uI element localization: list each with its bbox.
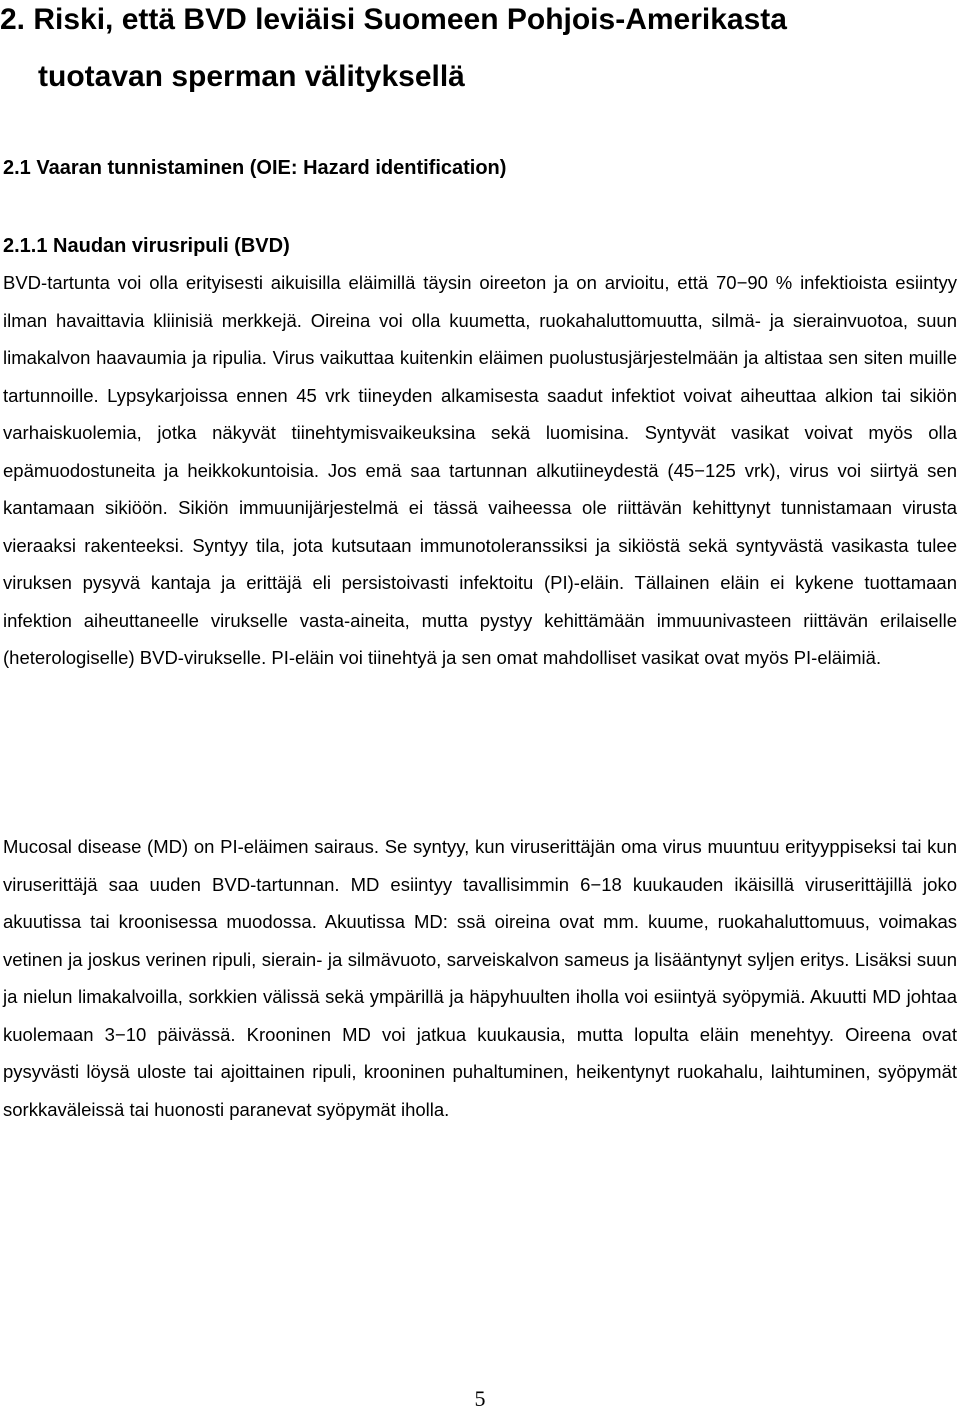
- body-paragraph-1: BVD-tartunta voi olla erityisesti aikuisilla eläimillä täysin oireeton ja on arvioitu, että 70−90 % infektioista esiintyy ilman havaittavia kliinisiä merkkejä. Oireina voi olla kuumetta, ruokahaluttomuutta, silmä- ja sierainvuotoa, suun limakalvon haavaumia ja ripulia. Virus vaikuttaa kuitenkin eläimen puolustusjärjestelmään ja altistaa sen siten muille tartunnoille. Lypsykarjoissa ennen 45 vrk tiineyden alkamisesta saadut infektiot voivat aiheuttaa alkion tai sikiön varhaiskuolemia, jotka näkyvät tiinehtymisvaikeuksina sekä luomisina. Syntyvät vasikat voivat myös olla epämuodostuneita ja heikkokuntoisia. Jos emä saa tartunnan alkutiineydestä (45−125 vrk), virus voi siirtyä sen kantamaan sikiöön. Sikiön immuunijärjestelmä ei tässä vaiheessa ole riittävän kehittynyt tunnistamaan virusta vieraaksi rakenteeksi. Syntyy tila, jota kutsutaan immunotoleranssiksi ja sikiöstä sekä syntyvästä vasikasta tulee viruksen pysyvä kantaja ja erittäjä eli persistoivasti infektoitu (PI)-eläin. Tällainen eläin ei kykene tuottamaan infektion aiheuttaneelle virukselle vasta-aineita, mutta pystyy kehittämään immuunivasteen riittävän erilaiselle (heterologiselle) BVD-virukselle. PI-eläin voi tiinehtyä ja sen omat mahdolliset vasikat ovat myös PI-eläimiä.: [3, 272, 957, 668]
- section-heading-line-1: 2. Riski, että BVD leviäisi Suomeen Pohjois-Amerikasta: [0, 3, 787, 36]
- subsubsection-heading: 2.1.1 Naudan virusripuli (BVD): [3, 235, 290, 257]
- body-paragraph-2: Mucosal disease (MD) on PI-eläimen sairaus. Se syntyy, kun viruserittäjän oma virus muuntuu erityyppiseksi tai kun viruserittäjä saa uuden BVD-tartunnan. MD esiintyy tavallisimmin 6−18 kuukauden ikäisillä viruserittäjillä joko akuutissa tai kroonisessa muodossa. Akuutissa MD: ssä oireina ovat mm. kuume, ruokahaluttomuus, voimakas vetinen ja joskus verinen ripuli, sierain- ja silmävuoto, sarveiskalvon sameus ja lisääntynyt syljen eritys. Lisäksi suun ja nielun limakalvoilla, sorkkien välissä sekä ympärillä ja häpyhuulten iholla voi esiintyä syöpymiä. Akuutti MD johtaa kuolemaan 3−10 päivässä. Krooninen MD voi jatkua kuukausia, mutta lopulta eläin menehtyy. Oireena ovat pysyvästi löysä uloste tai ajoittainen ripuli, krooninen puhaltuminen, heikentynyt ruokahalu, laihtuminen, syöpymät sorkkaväleissä tai huonosti paranevat syöpymät iholla.: [3, 836, 957, 1120]
- section-heading-line-2: tuotavan sperman välityksellä: [38, 60, 465, 93]
- subsection-heading: 2.1 Vaaran tunnistaminen (OIE: Hazard identification): [3, 157, 507, 179]
- page-number: 5: [474, 1386, 486, 1411]
